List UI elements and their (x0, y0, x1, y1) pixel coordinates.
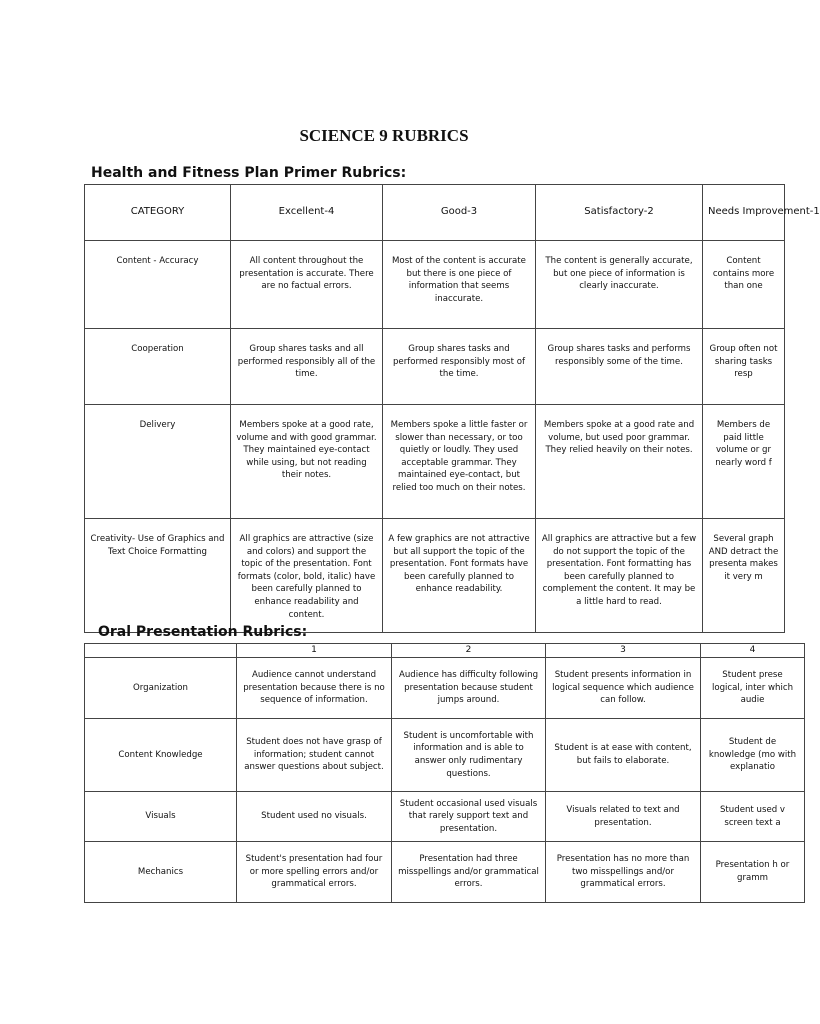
row-category: Content - Accuracy (85, 241, 231, 329)
table-row (85, 658, 805, 719)
rubric-cell: Audience cannot understand presentation because there is no sequence of information. (237, 658, 392, 719)
rubric-cell: Student prese logical, inter which audie (701, 658, 805, 719)
table-row (85, 519, 785, 633)
rubric-cell: All graphics are attractive (size and colors) and support the topic of the presentation. Font formats (color, bold, italic) have been carefully planned to enhance readability and content. (231, 519, 383, 633)
health-fitness-rubric-table (84, 184, 820, 633)
table-row (85, 241, 785, 329)
rubric-cell: All graphics are attractive but a few do not support the topic of the presentation. Font formatting has been carefully planned to complement the content. It may be a little hard to read. (536, 519, 703, 633)
rubric-cell: Student presents information in logical sequence which audience can follow. (546, 658, 701, 719)
table-row (85, 792, 805, 842)
rubric-cell: Members de paid little volume or gr nearly word f (703, 405, 785, 519)
row-category: Visuals (85, 792, 237, 842)
rubric-cell: Student used no visuals. (237, 792, 392, 842)
rubric-cell: Group shares tasks and performs responsibly some of the time. (536, 329, 703, 405)
header-category: CATEGORY (85, 185, 231, 241)
table-row (85, 329, 785, 405)
table-header-row (85, 644, 805, 658)
rubric-cell: Most of the content is accurate but there is one piece of information that seems inaccurate. (383, 241, 536, 329)
table-header-row (85, 185, 785, 241)
header-good: Good-3 (383, 185, 536, 241)
rubric-cell: Presentation has no more than two misspellings and/or grammatical errors. (546, 842, 701, 903)
table-row (85, 719, 805, 792)
rubric-cell: Student does not have grasp of information; student cannot answer questions about subject. (237, 719, 392, 792)
rubric-cell: Student is uncomfortable with information and is able to answer only rudimentary questions. (392, 719, 546, 792)
health-rubric-heading: Health and Fitness Plan Primer Rubrics: (91, 165, 407, 181)
rubric-cell: Student is at ease with content, but fails to elaborate. (546, 719, 701, 792)
header-score-3: 3 (546, 644, 701, 658)
document-title: SCIENCE 9 RUBRICS (299, 126, 469, 145)
rubric-cell: Group shares tasks and all performed responsibly all of the time. (231, 329, 383, 405)
rubric-cell: Content contains more than one (703, 241, 785, 329)
header-score-2: 2 (392, 644, 546, 658)
table-row (85, 842, 805, 903)
header-needs-improvement: Needs Improvement-1 (703, 185, 785, 241)
row-category: Organization (85, 658, 237, 719)
row-category: Content Knowledge (85, 719, 237, 792)
header-score-4: 4 (701, 644, 805, 658)
rubric-cell: Members spoke a little faster or slower than necessary, or too quietly or loudly. They used acceptable grammar. They maintained eye-contact, but relied too much on their notes. (383, 405, 536, 519)
header-blank (85, 644, 237, 658)
rubric-cell: A few graphics are not attractive but all support the topic of the presentation. Font formats have been carefully planned to enhance readability. (383, 519, 536, 633)
header-satisfactory: Satisfactory-2 (536, 185, 703, 241)
rubric-cell: Audience has difficulty following presentation because student jumps around. (392, 658, 546, 719)
header-excellent: Excellent-4 (231, 185, 383, 241)
row-category: Mechanics (85, 842, 237, 903)
rubric-cell: Student occasional used visuals that rarely support text and presentation. (392, 792, 546, 842)
rubric-cell: Student's presentation had four or more spelling errors and/or grammatical errors. (237, 842, 392, 903)
rubric-cell: Student used v screen text a (701, 792, 805, 842)
row-category: Cooperation (85, 329, 231, 405)
rubric-cell: Student de knowledge (mo with explanatio (701, 719, 805, 792)
oral-rubric-heading: Oral Presentation Rubrics: (98, 624, 308, 640)
rubric-cell: Group often not sharing tasks resp (703, 329, 785, 405)
rubric-cell: Members spoke at a good rate, volume and with good grammar. They maintained eye-contact while using, but not reading their notes. (231, 405, 383, 519)
row-category: Creativity- Use of Graphics and Text Choice Formatting (85, 519, 231, 633)
rubric-cell: Several graph AND detract the presenta makes it very m (703, 519, 785, 633)
rubric-cell: Group shares tasks and performed responsibly most of the time. (383, 329, 536, 405)
rubric-cell: The content is generally accurate, but one piece of information is clearly inaccurate. (536, 241, 703, 329)
oral-presentation-rubric-table (84, 643, 805, 903)
rubric-cell: Presentation had three misspellings and/or grammatical errors. (392, 842, 546, 903)
rubric-cell: All content throughout the presentation is accurate. There are no factual errors. (231, 241, 383, 329)
table-row (85, 405, 785, 519)
header-score-1: 1 (237, 644, 392, 658)
rubric-cell: Presentation h or gramm (701, 842, 805, 903)
row-category: Delivery (85, 405, 231, 519)
rubric-cell: Members spoke at a good rate and volume, but used poor grammar. They relied heavily on their notes. (536, 405, 703, 519)
rubric-cell: Visuals related to text and presentation. (546, 792, 701, 842)
